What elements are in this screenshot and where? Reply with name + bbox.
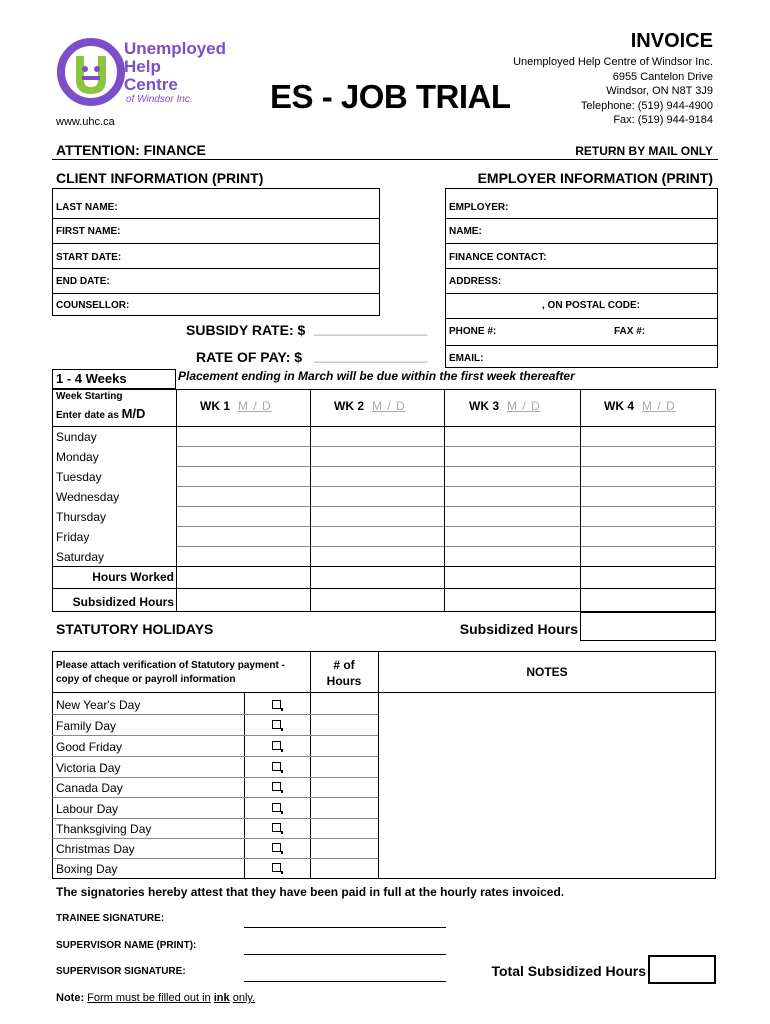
divider	[310, 389, 311, 612]
divider	[52, 777, 378, 778]
divider	[52, 756, 378, 757]
num-hours-header	[310, 657, 378, 689]
trainee-signature-line[interactable]	[244, 927, 446, 928]
week-2-header[interactable]	[334, 399, 406, 413]
subsidy-rate-label: SUBSIDY RATE: $	[186, 322, 306, 338]
start-date-field[interactable]: START DATE:	[56, 252, 122, 263]
divider	[52, 268, 380, 269]
stat-holidays-heading: STATUTORY HOLIDAYS	[56, 621, 214, 637]
note-text-b: only.	[232, 992, 256, 1004]
page-title: ES - JOB TRIAL	[270, 78, 511, 115]
divider	[176, 526, 716, 527]
week-1-header[interactable]	[200, 399, 272, 413]
finance-contact-field[interactable]: FINANCE CONTACT:	[449, 252, 547, 263]
divider	[52, 426, 716, 427]
week-4-header[interactable]	[604, 399, 676, 413]
week-starting-label: Week Starting	[56, 391, 123, 402]
client-heading: CLIENT INFORMATION (PRINT)	[56, 170, 264, 186]
holiday-row: New Year's Day	[56, 698, 141, 712]
employer-name-field[interactable]: NAME:	[449, 226, 482, 237]
checkbox[interactable]	[272, 782, 281, 791]
placement-note: Placement ending in March will be due within the first week thereafter	[178, 369, 575, 383]
week-2-label: WK 2	[334, 399, 364, 413]
day-row: Thursday	[56, 510, 107, 524]
logo-tagline: of Windsor Inc.	[126, 94, 193, 105]
stat-instruction	[56, 659, 285, 687]
hours-worked-label: Hours Worked	[92, 570, 174, 584]
divider	[176, 506, 716, 507]
subsidized-hours-label: Subsidized Hours	[72, 595, 174, 609]
checkbox[interactable]	[272, 720, 281, 729]
first-name-field[interactable]: FIRST NAME:	[56, 226, 121, 237]
note-ink: ink	[213, 992, 230, 1004]
day-row: Wednesday	[56, 490, 120, 504]
divider	[445, 218, 718, 219]
week-3-label: WK 3	[469, 399, 499, 413]
holiday-row: Boxing Day	[56, 862, 118, 876]
stat-instruction-line2: copy of cheque or payroll information	[56, 674, 236, 685]
divider	[52, 566, 716, 567]
enter-date-label	[56, 406, 145, 421]
divider	[176, 486, 716, 487]
checkbox[interactable]	[272, 843, 281, 852]
end-date-field[interactable]: END DATE:	[56, 276, 110, 287]
week-1-label: WK 1	[200, 399, 230, 413]
notes-header: NOTES	[526, 665, 568, 679]
website: www.uhc.ca	[56, 116, 115, 128]
divider	[445, 268, 718, 269]
divider	[445, 345, 718, 346]
attention-label: ATTENTION: FINANCE	[56, 142, 206, 158]
checkbox[interactable]	[272, 741, 281, 750]
logo-name-line1: Unemployed	[124, 39, 227, 58]
header-divider	[52, 159, 718, 160]
attestation-text: The signatories hereby attest that they have been paid in full at the hourly rates invoiced.	[56, 885, 565, 899]
holiday-row: Thanksgiving Day	[56, 822, 152, 836]
day-row: Monday	[56, 450, 99, 464]
week-4-date[interactable]: M / D	[642, 399, 676, 413]
day-row: Saturday	[56, 550, 105, 564]
holiday-row: Victoria Day	[56, 761, 121, 775]
divider	[52, 818, 378, 819]
divider	[580, 389, 581, 612]
invoice-street: 6955 Cantelon Drive	[612, 70, 713, 83]
holiday-row: Canada Day	[56, 781, 123, 795]
divider	[52, 218, 380, 219]
employer-field[interactable]: EMPLOYER:	[449, 202, 509, 213]
divider	[176, 546, 716, 547]
checkbox[interactable]	[272, 762, 281, 771]
supervisor-signature-label: SUPERVISOR SIGNATURE:	[56, 966, 186, 977]
divider	[176, 446, 716, 447]
divider	[444, 389, 445, 612]
week-1-date[interactable]: M / D	[238, 399, 272, 413]
employer-heading: EMPLOYER INFORMATION (PRINT)	[477, 170, 713, 186]
fax-field[interactable]: FAX #:	[614, 326, 646, 337]
divider	[52, 735, 378, 736]
email-field[interactable]: EMAIL:	[449, 353, 484, 364]
total-subsidized-input[interactable]	[648, 955, 716, 984]
logo	[56, 36, 246, 110]
ink-note	[56, 992, 255, 1004]
supervisor-name-label: SUPERVISOR NAME (PRINT):	[56, 940, 197, 951]
week-4-label: WK 4	[604, 399, 634, 413]
stat-instruction-line1: Please attach verification of Statutory payment -	[56, 660, 285, 671]
enter-date-text: Enter date as	[56, 410, 119, 421]
rate-of-pay-input[interactable]: _________________	[314, 349, 428, 363]
note-text-a: Form must be filled out in	[87, 992, 211, 1004]
return-mail-label: RETURN BY MAIL ONLY	[575, 144, 713, 158]
divider	[176, 389, 177, 612]
invoice-heading: INVOICE	[630, 30, 713, 52]
week-3-date[interactable]: M / D	[507, 399, 541, 413]
subsidy-rate-input[interactable]: _________________	[314, 322, 428, 336]
invoice-fax: Fax: (519) 944-9184	[613, 114, 713, 126]
divider	[445, 243, 718, 244]
divider	[52, 293, 380, 294]
divider	[52, 692, 716, 693]
invoice-org: Unemployed Help Centre of Windsor Inc.	[513, 56, 713, 68]
day-row: Tuesday	[56, 470, 102, 484]
week-3-header[interactable]	[469, 399, 541, 413]
divider	[52, 838, 378, 839]
logo-name-line2: Help	[124, 57, 161, 76]
divider	[378, 651, 379, 879]
logo-emblem-icon	[56, 36, 126, 108]
divider	[176, 466, 716, 467]
phone-field[interactable]: PHONE #:	[449, 326, 497, 337]
counsellor-field[interactable]: COUNSELLOR:	[56, 300, 130, 311]
postal-code-field[interactable]: , ON POSTAL CODE:	[542, 300, 640, 311]
invoice-city: Windsor, ON N8T 3J9	[606, 85, 713, 97]
divider	[52, 243, 380, 244]
invoice-telephone: Telephone: (519) 944-4900	[580, 99, 713, 112]
supervisor-name-line[interactable]	[244, 954, 446, 955]
last-name-field[interactable]: LAST NAME:	[56, 202, 118, 213]
divider	[445, 318, 718, 319]
week-2-date[interactable]: M / D	[372, 399, 406, 413]
divider	[52, 714, 378, 715]
divider	[52, 858, 378, 859]
checkbox[interactable]	[272, 823, 281, 832]
divider	[52, 588, 716, 589]
stat-subsidized-label: Subsidized Hours	[459, 621, 578, 637]
holiday-row: Good Friday	[56, 740, 123, 754]
trainee-signature-label: TRAINEE SIGNATURE:	[56, 913, 165, 924]
note-prefix: Note:	[56, 992, 85, 1004]
supervisor-signature-line[interactable]	[244, 981, 446, 982]
logo-name-line3: Centre	[124, 75, 178, 94]
holiday-row: Labour Day	[56, 802, 119, 816]
checkbox[interactable]	[272, 803, 281, 812]
num-hours-line2: Hours	[326, 674, 362, 688]
address-field[interactable]: ADDRESS:	[449, 276, 502, 287]
checkbox[interactable]	[272, 863, 281, 872]
md-format: M/D	[121, 406, 146, 421]
divider	[52, 797, 378, 798]
day-row: Friday	[56, 530, 90, 544]
num-hours-line1: # of	[333, 658, 355, 672]
divider	[445, 293, 718, 294]
holiday-row: Family Day	[56, 719, 117, 733]
checkbox[interactable]	[272, 700, 281, 709]
stat-subsidized-input[interactable]	[580, 612, 716, 641]
total-subsidized-label: Total Subsidized Hours	[491, 963, 646, 979]
invoice-address	[513, 55, 713, 128]
day-row: Sunday	[56, 430, 97, 444]
holiday-row: Christmas Day	[56, 842, 135, 856]
weeks-label: 1 - 4 Weeks	[56, 371, 127, 386]
divider	[244, 692, 245, 879]
rate-of-pay-label: RATE OF PAY: $	[196, 349, 303, 365]
